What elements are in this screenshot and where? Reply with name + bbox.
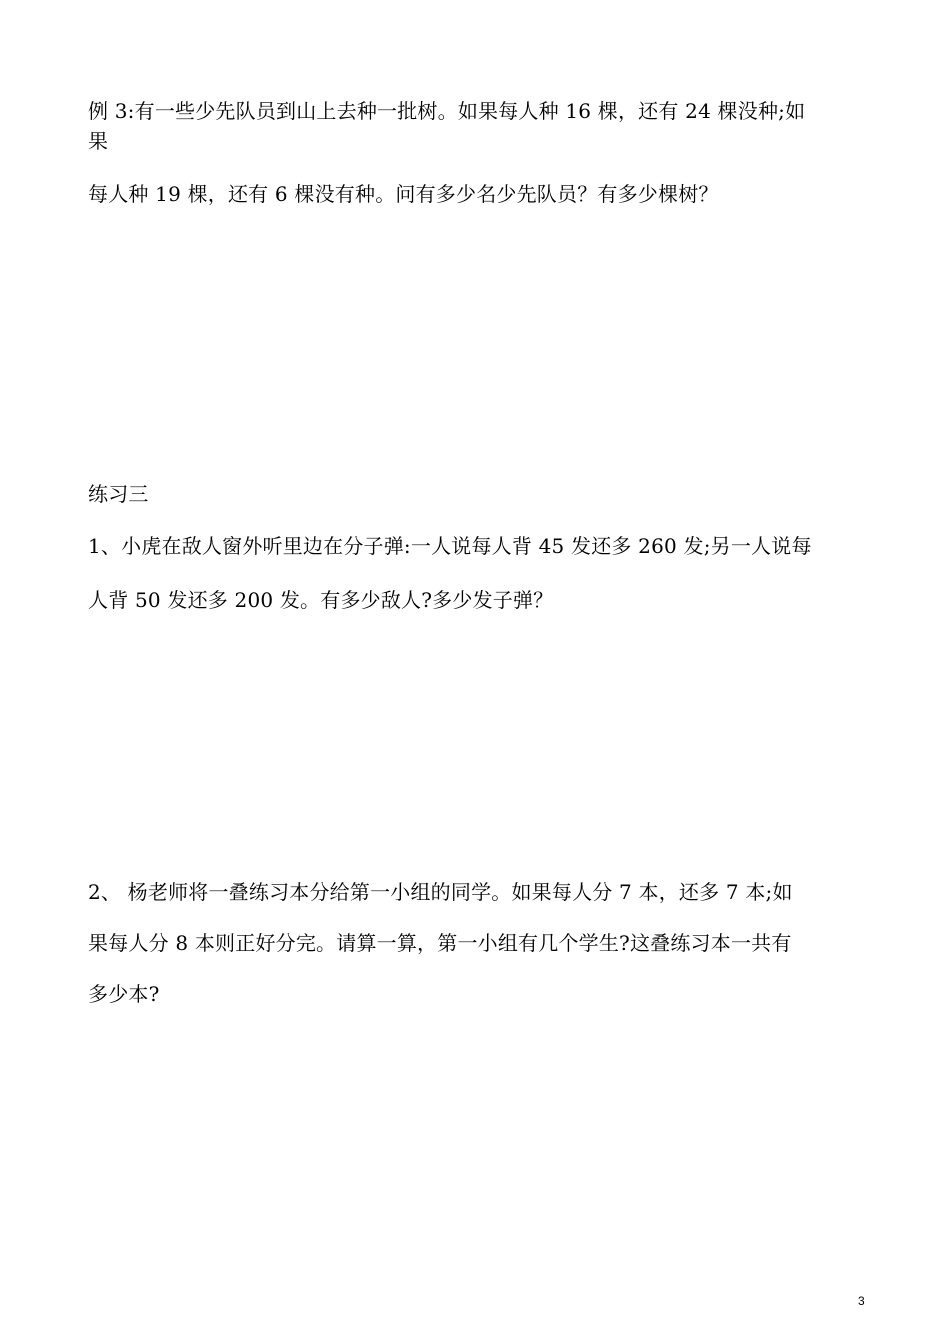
question-2-line-1: 2、 杨老师将一叠练习本分给第一小组的同学。如果每人分 7 本，还多 7 本;如	[88, 880, 793, 904]
question-2-line-2: 果每人分 8 本则正好分完。请算一算，第一小组有几个学生?这叠练习本一共有	[88, 931, 792, 955]
question-1-line-2: 人背 50 发还多 200 发。有多少敌人?多少发子弹？	[88, 588, 554, 612]
example-3-line-2: 果	[88, 129, 109, 153]
page-number: 3	[858, 1294, 865, 1308]
exercise-3-heading: 练习三	[88, 482, 149, 506]
question-2-line-3: 多少本?	[88, 982, 160, 1006]
example-3-line-3: 每人种 19 棵，还有 6 棵没有种。问有多少名少先队员？有多少棵树？	[88, 182, 719, 206]
question-1-line-1: 1、小虎在敌人窗外听里边在分子弹:一人说每人背 45 发还多 260 发;另一人说每	[88, 534, 812, 558]
example-3-line-1: 例 3:有一些少先队员到山上去种一批树。如果每人种 16 棵，还有 24 棵没种;如	[88, 99, 806, 123]
